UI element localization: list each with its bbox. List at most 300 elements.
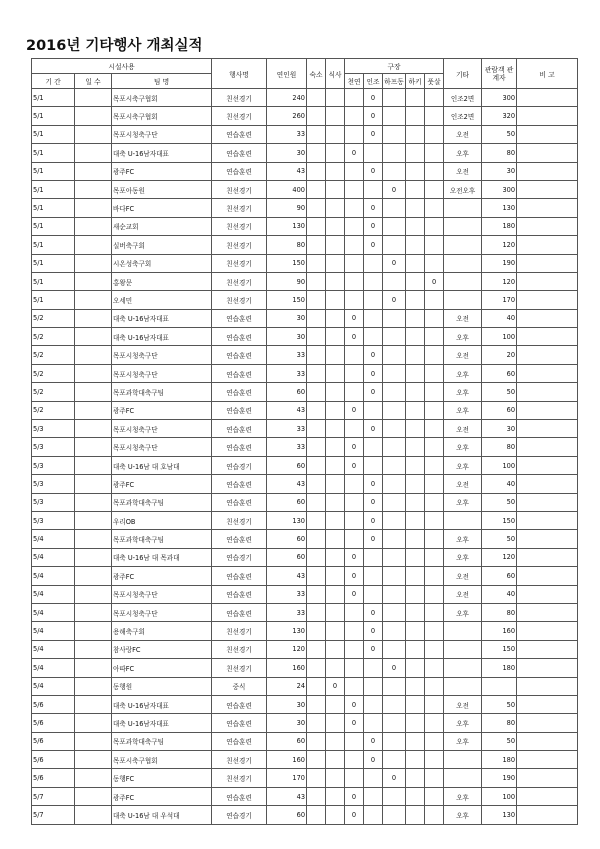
cell-natural: 0	[345, 695, 364, 713]
cell-note	[517, 272, 578, 290]
cell-date: 5/1	[32, 236, 75, 254]
cell-days	[75, 659, 112, 677]
cell-hockey	[406, 254, 425, 272]
cell-futsal	[425, 456, 444, 474]
cell-date: 5/1	[32, 125, 75, 143]
cell-event: 친선경기	[212, 511, 267, 529]
cell-futsal	[425, 180, 444, 198]
cell-hockey	[406, 659, 425, 677]
cell-meal	[326, 144, 345, 162]
cell-lodging	[307, 751, 326, 769]
cell-futsal	[425, 787, 444, 805]
cell-note	[517, 291, 578, 309]
cell-artificial: 0	[364, 199, 383, 217]
cell-etc	[444, 272, 482, 290]
cell-event: 연습경기	[212, 456, 267, 474]
cell-hockey	[406, 236, 425, 254]
cell-artificial	[364, 806, 383, 824]
table-row	[32, 751, 578, 769]
table-row	[32, 383, 578, 401]
cell-team: 목포시청축구단	[112, 603, 212, 621]
cell-date: 5/1	[32, 254, 75, 272]
cell-half	[383, 751, 406, 769]
cell-event: 연습훈련	[212, 603, 267, 621]
cell-audience: 40	[482, 475, 517, 493]
cell-meal	[326, 530, 345, 548]
cell-audience: 30	[482, 420, 517, 438]
cell-days	[75, 640, 112, 658]
cell-etc: 인조2면	[444, 89, 482, 107]
cell-meal	[326, 125, 345, 143]
cell-half: 0	[383, 180, 406, 198]
cell-audience: 40	[482, 585, 517, 603]
cell-days	[75, 714, 112, 732]
cell-futsal	[425, 806, 444, 824]
cell-people: 90	[267, 272, 307, 290]
cell-futsal	[425, 548, 444, 566]
cell-artificial	[364, 567, 383, 585]
header-team: 팀 명	[112, 74, 212, 89]
cell-etc: 오후	[444, 456, 482, 474]
cell-etc: 오전	[444, 585, 482, 603]
cell-artificial: 0	[364, 89, 383, 107]
cell-lodging	[307, 548, 326, 566]
cell-team: 대축 U-16남 대 호남대	[112, 456, 212, 474]
cell-team: 시온성축구회	[112, 254, 212, 272]
cell-team: 참사랑FC	[112, 640, 212, 658]
table-row	[32, 475, 578, 493]
cell-lodging	[307, 364, 326, 382]
cell-meal	[326, 420, 345, 438]
cell-note	[517, 659, 578, 677]
cell-people: 33	[267, 603, 307, 621]
cell-event: 연습훈련	[212, 401, 267, 419]
cell-team: 목포시축구협회	[112, 89, 212, 107]
cell-etc	[444, 511, 482, 529]
table-row	[32, 199, 578, 217]
cell-date: 5/1	[32, 199, 75, 217]
cell-lodging	[307, 254, 326, 272]
cell-team: 새순교회	[112, 217, 212, 235]
cell-artificial: 0	[364, 732, 383, 750]
cell-natural: 0	[345, 309, 364, 327]
cell-note	[517, 714, 578, 732]
cell-date: 5/6	[32, 695, 75, 713]
cell-natural	[345, 751, 364, 769]
cell-half	[383, 806, 406, 824]
cell-days	[75, 493, 112, 511]
cell-hockey	[406, 493, 425, 511]
cell-futsal	[425, 236, 444, 254]
cell-natural: 0	[345, 144, 364, 162]
cell-date: 5/3	[32, 475, 75, 493]
cell-date: 5/2	[32, 328, 75, 346]
cell-date: 5/3	[32, 438, 75, 456]
cell-people: 43	[267, 475, 307, 493]
cell-hockey	[406, 180, 425, 198]
cell-meal	[326, 383, 345, 401]
cell-lodging	[307, 309, 326, 327]
cell-days	[75, 475, 112, 493]
cell-people: 30	[267, 144, 307, 162]
cell-team: 목포시축구협회	[112, 107, 212, 125]
cell-hockey	[406, 806, 425, 824]
cell-artificial: 0	[364, 640, 383, 658]
cell-audience: 60	[482, 364, 517, 382]
cell-date: 5/4	[32, 659, 75, 677]
cell-date: 5/2	[32, 346, 75, 364]
cell-days	[75, 89, 112, 107]
table-row	[32, 567, 578, 585]
cell-lodging	[307, 585, 326, 603]
cell-lodging	[307, 567, 326, 585]
cell-people: 120	[267, 640, 307, 658]
events-table	[31, 58, 578, 825]
cell-hockey	[406, 787, 425, 805]
cell-lodging	[307, 493, 326, 511]
cell-team: 대축 U-16남자대표	[112, 328, 212, 346]
cell-note	[517, 530, 578, 548]
cell-event: 연습훈련	[212, 475, 267, 493]
cell-team: 목포아동원	[112, 180, 212, 198]
cell-date: 5/4	[32, 548, 75, 566]
table-row	[32, 695, 578, 713]
cell-team: 실버축구회	[112, 236, 212, 254]
cell-audience: 30	[482, 162, 517, 180]
cell-natural: 0	[345, 787, 364, 805]
cell-etc: 인조2면	[444, 107, 482, 125]
cell-etc: 오전	[444, 346, 482, 364]
cell-date: 5/3	[32, 493, 75, 511]
cell-hockey	[406, 217, 425, 235]
cell-people: 160	[267, 659, 307, 677]
cell-note	[517, 236, 578, 254]
cell-meal: 0	[326, 677, 345, 695]
cell-etc	[444, 640, 482, 658]
cell-futsal	[425, 420, 444, 438]
cell-hockey	[406, 272, 425, 290]
cell-note	[517, 640, 578, 658]
table-row	[32, 144, 578, 162]
cell-people: 260	[267, 107, 307, 125]
cell-people: 43	[267, 401, 307, 419]
cell-futsal	[425, 769, 444, 787]
cell-audience: 50	[482, 493, 517, 511]
cell-note	[517, 603, 578, 621]
cell-artificial	[364, 272, 383, 290]
cell-futsal	[425, 401, 444, 419]
table-row	[32, 346, 578, 364]
cell-lodging	[307, 677, 326, 695]
cell-note	[517, 328, 578, 346]
cell-natural: 0	[345, 585, 364, 603]
cell-etc	[444, 751, 482, 769]
cell-hockey	[406, 107, 425, 125]
cell-artificial	[364, 585, 383, 603]
cell-audience: 120	[482, 236, 517, 254]
cell-half: 0	[383, 291, 406, 309]
cell-note	[517, 456, 578, 474]
cell-note	[517, 89, 578, 107]
cell-days	[75, 346, 112, 364]
cell-lodging	[307, 236, 326, 254]
cell-meal	[326, 751, 345, 769]
cell-event: 친선경기	[212, 751, 267, 769]
cell-meal	[326, 401, 345, 419]
cell-audience: 20	[482, 346, 517, 364]
cell-artificial	[364, 438, 383, 456]
cell-date: 5/1	[32, 272, 75, 290]
header-meal: 식사	[326, 59, 345, 89]
cell-futsal	[425, 695, 444, 713]
cell-lodging	[307, 714, 326, 732]
cell-hockey	[406, 199, 425, 217]
cell-hockey	[406, 714, 425, 732]
cell-natural	[345, 199, 364, 217]
cell-artificial: 0	[364, 346, 383, 364]
cell-hockey	[406, 438, 425, 456]
cell-etc: 오후	[444, 383, 482, 401]
cell-team: 광주FC	[112, 401, 212, 419]
cell-meal	[326, 364, 345, 382]
cell-half	[383, 199, 406, 217]
cell-artificial: 0	[364, 622, 383, 640]
table-row	[32, 438, 578, 456]
header-period: 기 간	[32, 74, 75, 89]
table-row	[32, 787, 578, 805]
cell-hockey	[406, 548, 425, 566]
cell-audience: 190	[482, 769, 517, 787]
cell-natural: 0	[345, 438, 364, 456]
cell-etc: 오후	[444, 493, 482, 511]
cell-futsal	[425, 567, 444, 585]
cell-team: 광주FC	[112, 567, 212, 585]
cell-event: 중식	[212, 677, 267, 695]
cell-etc	[444, 217, 482, 235]
cell-natural	[345, 236, 364, 254]
cell-meal	[326, 328, 345, 346]
cell-natural	[345, 530, 364, 548]
cell-natural	[345, 364, 364, 382]
cell-audience: 180	[482, 659, 517, 677]
table-row	[32, 732, 578, 750]
cell-hockey	[406, 640, 425, 658]
cell-note	[517, 548, 578, 566]
cell-etc: 오전	[444, 125, 482, 143]
cell-meal	[326, 622, 345, 640]
cell-natural	[345, 475, 364, 493]
cell-artificial	[364, 787, 383, 805]
cell-futsal	[425, 107, 444, 125]
cell-date: 5/3	[32, 456, 75, 474]
cell-meal	[326, 511, 345, 529]
cell-meal	[326, 217, 345, 235]
cell-note	[517, 180, 578, 198]
cell-lodging	[307, 144, 326, 162]
cell-meal	[326, 493, 345, 511]
cell-half	[383, 272, 406, 290]
cell-lodging	[307, 328, 326, 346]
cell-hockey	[406, 567, 425, 585]
cell-note	[517, 769, 578, 787]
cell-half	[383, 714, 406, 732]
cell-event: 친선경기	[212, 291, 267, 309]
cell-meal	[326, 806, 345, 824]
cell-event: 친선경기	[212, 254, 267, 272]
table-row	[32, 640, 578, 658]
cell-lodging	[307, 180, 326, 198]
cell-people: 60	[267, 732, 307, 750]
table-row	[32, 125, 578, 143]
cell-days	[75, 180, 112, 198]
cell-meal	[326, 254, 345, 272]
cell-futsal	[425, 162, 444, 180]
table-row	[32, 548, 578, 566]
cell-note	[517, 732, 578, 750]
cell-audience: 60	[482, 567, 517, 585]
cell-team: 광주FC	[112, 787, 212, 805]
cell-event: 연습경기	[212, 548, 267, 566]
cell-hockey	[406, 162, 425, 180]
cell-natural	[345, 346, 364, 364]
cell-meal	[326, 640, 345, 658]
cell-days	[75, 217, 112, 235]
cell-people: 400	[267, 180, 307, 198]
cell-hockey	[406, 622, 425, 640]
cell-audience: 50	[482, 125, 517, 143]
cell-futsal	[425, 585, 444, 603]
cell-audience: 160	[482, 622, 517, 640]
table-body	[32, 89, 578, 825]
cell-futsal	[425, 438, 444, 456]
cell-natural	[345, 180, 364, 198]
table-row	[32, 254, 578, 272]
cell-lodging	[307, 622, 326, 640]
cell-half: 0	[383, 659, 406, 677]
cell-audience: 80	[482, 603, 517, 621]
table-row	[32, 677, 578, 695]
cell-lodging	[307, 456, 326, 474]
table-row	[32, 162, 578, 180]
cell-note	[517, 585, 578, 603]
cell-natural: 0	[345, 806, 364, 824]
cell-etc: 오전오후	[444, 180, 482, 198]
cell-hockey	[406, 603, 425, 621]
cell-lodging	[307, 640, 326, 658]
cell-meal	[326, 567, 345, 585]
cell-lodging	[307, 125, 326, 143]
cell-event: 연습훈련	[212, 162, 267, 180]
cell-people: 33	[267, 125, 307, 143]
cell-artificial: 0	[364, 511, 383, 529]
cell-audience: 80	[482, 438, 517, 456]
cell-etc: 오전	[444, 475, 482, 493]
cell-lodging	[307, 475, 326, 493]
table-row	[32, 328, 578, 346]
cell-artificial: 0	[364, 603, 383, 621]
cell-natural	[345, 420, 364, 438]
header-half: 하프동	[383, 74, 406, 89]
header-people: 연인원	[267, 59, 307, 89]
cell-artificial	[364, 769, 383, 787]
cell-etc	[444, 769, 482, 787]
cell-team: 동행FC	[112, 769, 212, 787]
cell-event: 연습훈련	[212, 530, 267, 548]
cell-etc: 오후	[444, 548, 482, 566]
cell-artificial	[364, 714, 383, 732]
cell-artificial	[364, 309, 383, 327]
cell-people: 130	[267, 622, 307, 640]
cell-artificial: 0	[364, 217, 383, 235]
cell-note	[517, 309, 578, 327]
cell-half	[383, 530, 406, 548]
cell-date: 5/1	[32, 89, 75, 107]
cell-natural	[345, 511, 364, 529]
cell-people: 30	[267, 309, 307, 327]
cell-days	[75, 511, 112, 529]
cell-team: 대축 U-16남자대표	[112, 144, 212, 162]
cell-natural	[345, 640, 364, 658]
cell-people: 33	[267, 420, 307, 438]
cell-date: 5/1	[32, 217, 75, 235]
cell-note	[517, 144, 578, 162]
cell-artificial	[364, 659, 383, 677]
table-row	[32, 585, 578, 603]
header-field: 구장	[345, 59, 444, 74]
cell-futsal	[425, 291, 444, 309]
cell-meal	[326, 346, 345, 364]
cell-natural: 0	[345, 401, 364, 419]
cell-days	[75, 383, 112, 401]
cell-etc: 오후	[444, 714, 482, 732]
cell-date: 5/4	[32, 677, 75, 695]
cell-meal	[326, 236, 345, 254]
cell-futsal	[425, 530, 444, 548]
cell-audience: 180	[482, 217, 517, 235]
cell-people: 240	[267, 89, 307, 107]
cell-natural: 0	[345, 456, 364, 474]
cell-date: 5/6	[32, 732, 75, 750]
cell-event: 연습훈련	[212, 787, 267, 805]
header-days: 일 수	[75, 74, 112, 89]
cell-note	[517, 162, 578, 180]
cell-artificial	[364, 328, 383, 346]
table-row	[32, 401, 578, 419]
cell-team: 광주FC	[112, 475, 212, 493]
cell-date: 5/1	[32, 162, 75, 180]
cell-days	[75, 364, 112, 382]
cell-lodging	[307, 420, 326, 438]
cell-hockey	[406, 420, 425, 438]
cell-event: 연습훈련	[212, 346, 267, 364]
cell-event: 친선경기	[212, 640, 267, 658]
cell-artificial: 0	[364, 475, 383, 493]
cell-natural	[345, 291, 364, 309]
header-etc: 기타	[444, 59, 482, 89]
cell-people: 150	[267, 254, 307, 272]
cell-date: 5/2	[32, 383, 75, 401]
cell-days	[75, 787, 112, 805]
cell-hockey	[406, 364, 425, 382]
cell-hockey	[406, 695, 425, 713]
cell-meal	[326, 199, 345, 217]
cell-team: 목포과학대축구팀	[112, 732, 212, 750]
cell-team: 대축 U-16남 대 목과대	[112, 548, 212, 566]
cell-futsal	[425, 254, 444, 272]
header-event: 행사명	[212, 59, 267, 89]
cell-date: 5/3	[32, 511, 75, 529]
cell-artificial	[364, 695, 383, 713]
